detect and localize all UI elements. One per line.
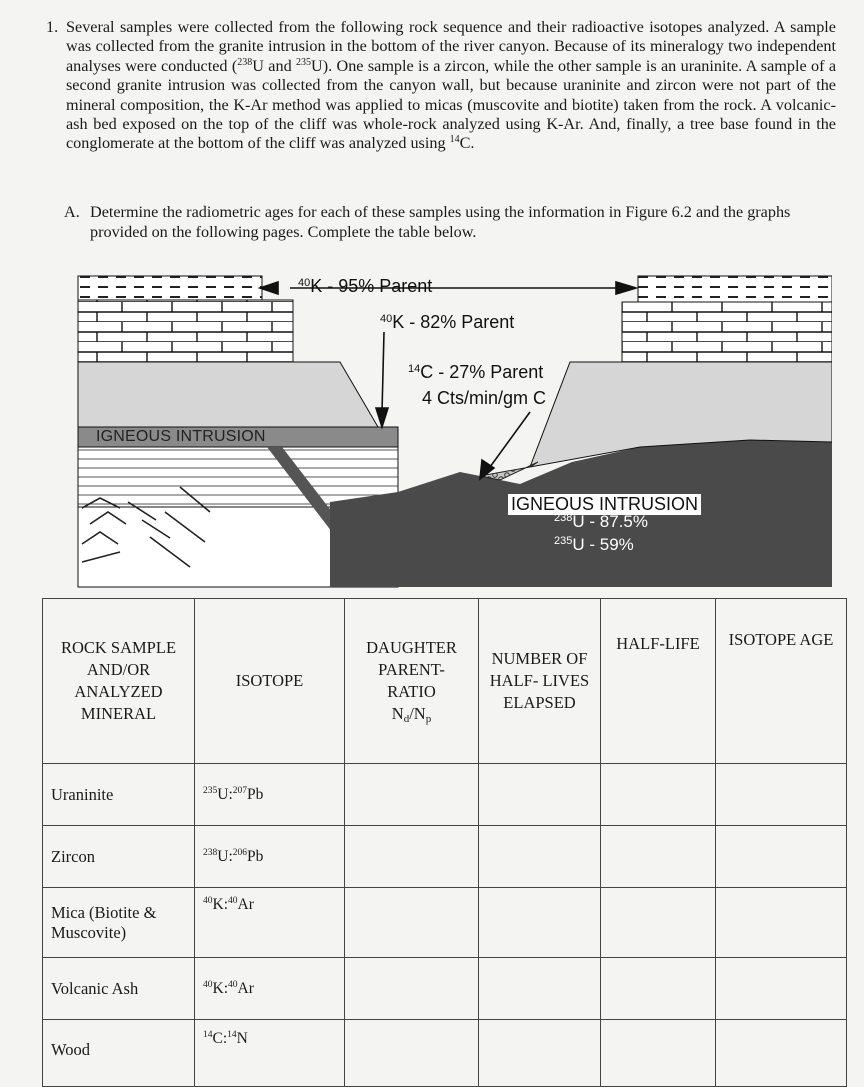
c14-label: $^{14}$C - 27% Parent <box>408 362 544 382</box>
header-age: ISOTOPE AGE <box>716 599 847 764</box>
half-lives-input-cell[interactable] <box>479 888 601 958</box>
age-input-cell[interactable] <box>716 764 847 826</box>
question-text: Several samples were collected from the following rock sequence and their radioactive isotopes analyzed. A sample was collected from the granite intrusion in the bottom of the river canyon. Because of its mineralogy two independent analyses were conducted ($^{238}$U and $^{235}$U). One sample is a zircon, while the other sample is an uraninite. A sample of a second granite intrusion was collected from the canyon wall, but because uraninite and zircon were not part of the mineral composition, the K-Ar method was applied to micas (muscovite and biotite) taken from the rock. A volcanic-ash bed exposed on the top of the cliff was whole-rock analyzed using K-Ar. And, finally, a tree base found in the conglomerate at the bottom of the cliff was analyzed using $^{14}$C. <box>66 18 837 153</box>
igneous-intrusion-right-label: IGNEOUS INTRUSION <box>508 494 701 515</box>
table-row <box>43 826 847 888</box>
half-life-input-cell[interactable] <box>601 826 716 888</box>
igneous-intrusion-left-label: IGNEOUS INTRUSION <box>96 428 266 445</box>
sample-cell: Wood <box>43 1020 195 1087</box>
isotope-cell: $^{40}$K:$^{40}$Ar <box>195 958 345 1020</box>
half-life-input-cell[interactable] <box>601 958 716 1020</box>
table-header-row <box>43 599 847 764</box>
half-lives-input-cell[interactable] <box>479 826 601 888</box>
header-ratio: DAUGHTER PARENT- RATIO $N_d/N_p$ <box>345 599 479 764</box>
c14-counts-label: 4 Cts/min/gm C <box>422 388 547 408</box>
isotope-cell: $^{40}$K:$^{40}$Ar <box>195 888 345 958</box>
canyon-cross-section-figure <box>60 262 832 590</box>
isotope-cell: $^{235}$U:$^{207}$Pb <box>195 764 345 826</box>
age-input-cell[interactable] <box>716 958 847 1020</box>
half-life-input-cell[interactable] <box>601 888 716 958</box>
table-row <box>43 764 847 826</box>
sample-cell: Uraninite <box>43 764 195 826</box>
header-half-life: HALF-LIFE <box>601 599 716 764</box>
question-number: 1. <box>46 18 59 36</box>
half-lives-input-cell[interactable] <box>479 958 601 1020</box>
k40-82-label: $^{40}$K - 82% Parent <box>380 312 515 332</box>
half-lives-input-cell[interactable] <box>479 764 601 826</box>
sample-cell: Mica (Biotite & Muscovite) <box>43 888 195 958</box>
u238-label: $^{238}$U - 87.5% <box>554 512 648 531</box>
isotope-cell: $^{14}$C:$^{14}$N <box>195 1020 345 1087</box>
sample-cell: Zircon <box>43 826 195 888</box>
subquestion-a <box>64 202 834 242</box>
sample-cell: Volcanic Ash <box>43 958 195 1020</box>
k40-95-label: $^{40}$K - 95% Parent <box>298 276 433 296</box>
u235-label: $^{235}$U - 59% <box>554 535 634 554</box>
header-sample: ROCK SAMPLE AND/OR ANALYZED MINERAL <box>43 599 195 764</box>
age-input-cell[interactable] <box>716 888 847 958</box>
half-life-input-cell[interactable] <box>601 764 716 826</box>
header-isotope: ISOTOPE <box>195 599 345 764</box>
isotope-cell: $^{238}$U:$^{206}$Pb <box>195 826 345 888</box>
ratio-symbol: $N_d/N_p$ <box>391 704 432 725</box>
table-row <box>43 958 847 1020</box>
table-row <box>43 888 847 958</box>
ratio-input-cell[interactable] <box>345 888 479 958</box>
ratio-input-cell[interactable] <box>345 764 479 826</box>
isotope-age-table <box>42 598 847 1087</box>
age-input-cell[interactable] <box>716 826 847 888</box>
subquestion-text: Determine the radiometric ages for each of these samples using the information in Figure 6.2 and the graphs provided on the following pages. Complete the table below. <box>90 203 791 241</box>
question-1 <box>46 18 836 154</box>
subquestion-letter: A. <box>64 203 80 221</box>
ratio-input-cell[interactable] <box>345 958 479 1020</box>
header-half-lives: NUMBER OF HALF- LIVES ELAPSED <box>479 599 601 764</box>
ratio-input-cell[interactable] <box>345 826 479 888</box>
